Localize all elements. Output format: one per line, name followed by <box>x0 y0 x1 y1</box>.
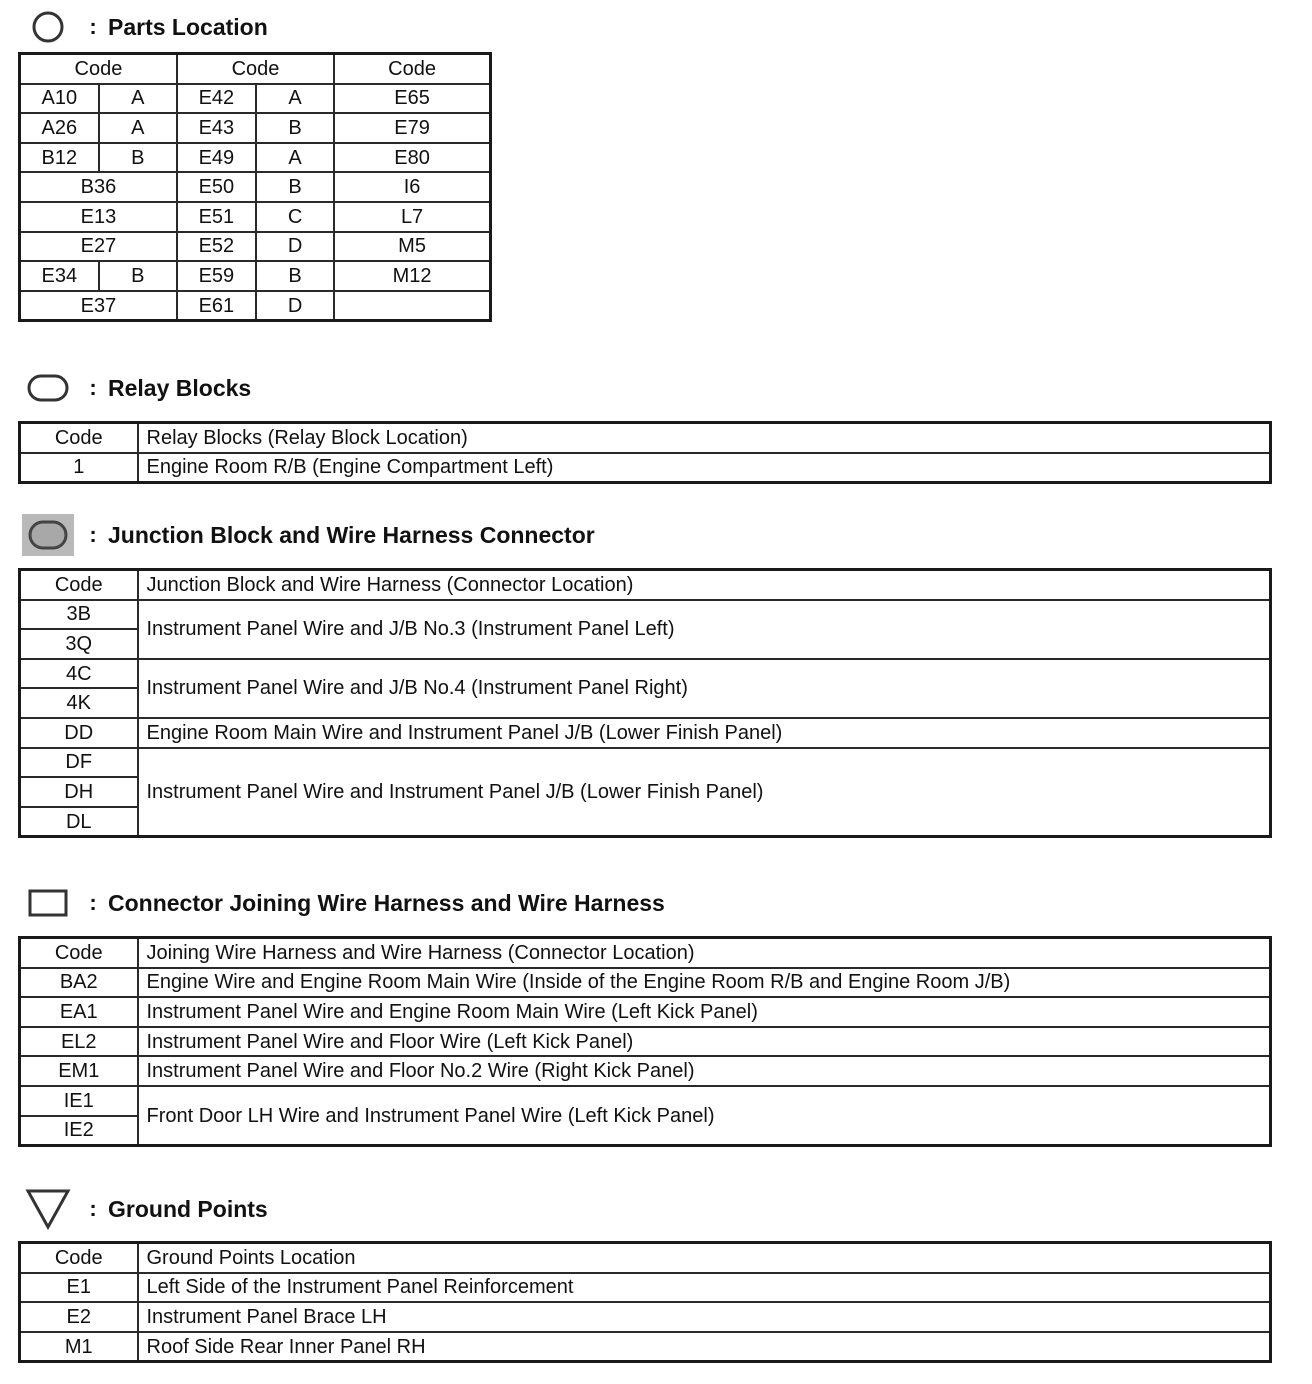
code-cell: IE2 <box>20 1116 138 1146</box>
table-row <box>20 718 1271 748</box>
code-cell: E79 <box>334 113 490 143</box>
table-row <box>20 1273 1271 1303</box>
table-row <box>20 232 491 262</box>
code-cell: EA1 <box>20 997 138 1027</box>
section-title-relay-blocks <box>18 371 251 405</box>
table-row <box>20 113 491 143</box>
code-cell: DF <box>20 748 138 778</box>
table-row <box>20 291 491 321</box>
header-description: Ground Points Location <box>138 1243 1271 1273</box>
connectors-table <box>18 936 1272 1147</box>
code-cell: BA2 <box>20 968 138 998</box>
header-code: Code <box>20 423 138 453</box>
code-cell: B12 <box>20 143 99 173</box>
section-title-text: Ground Points <box>108 1195 268 1222</box>
table-row <box>20 453 1271 483</box>
table-header-row <box>20 423 1271 453</box>
code-cell: A26 <box>20 113 99 143</box>
table-row <box>20 1027 1271 1057</box>
table-row <box>20 659 1271 689</box>
section-title-text: Connector Joining Wire Harness and Wire Harness <box>108 889 665 916</box>
sub-code-cell: D <box>256 232 334 262</box>
code-cell: E51 <box>177 202 256 232</box>
sub-code-cell: A <box>99 113 177 143</box>
code-cell: DH <box>20 777 138 807</box>
code-cell: E61 <box>177 291 256 321</box>
sub-code-cell: B <box>256 113 334 143</box>
code-cell: E49 <box>177 143 256 173</box>
description-cell: Roof Side Rear Inner Panel RH <box>138 1332 1271 1362</box>
code-cell: E59 <box>177 261 256 291</box>
code-cell: A10 <box>20 84 99 114</box>
description-cell: Instrument Panel Wire and Floor No.2 Wire (Right Kick Panel) <box>138 1056 1271 1086</box>
colon: : <box>89 375 97 400</box>
circle-icon <box>18 10 78 44</box>
description-cell: Instrument Panel Wire and J/B No.3 (Instrument Panel Left) <box>138 600 1271 659</box>
code-cell: 4C <box>20 659 138 689</box>
table-row <box>20 968 1271 998</box>
table-row <box>20 143 491 173</box>
description-cell: Instrument Panel Wire and Floor Wire (Left Kick Panel) <box>138 1027 1271 1057</box>
table-row <box>20 748 1271 778</box>
table-row <box>20 172 491 202</box>
description-cell: Engine Wire and Engine Room Main Wire (Inside of the Engine Room R/B and Engine Room J/B) <box>138 968 1271 998</box>
ground-points-table <box>18 1241 1272 1363</box>
parts-location-table <box>18 52 492 322</box>
code-cell: M1 <box>20 1332 138 1362</box>
header-code: Code <box>20 54 177 84</box>
code-cell: 3B <box>20 600 138 630</box>
header-code: Code <box>177 54 334 84</box>
sub-code-cell: A <box>256 143 334 173</box>
sub-code-cell: B <box>99 261 177 291</box>
table-header-row <box>20 938 1271 968</box>
code-cell: IE1 <box>20 1086 138 1116</box>
header-description: Junction Block and Wire Harness (Connector Location) <box>138 570 1271 600</box>
section-title-junction-block <box>18 518 595 552</box>
header-code: Code <box>20 570 138 600</box>
sub-code-cell: C <box>256 202 334 232</box>
sub-code-cell: B <box>256 172 334 202</box>
code-cell: 4K <box>20 688 138 718</box>
code-cell: E37 <box>20 291 177 321</box>
table-header-row <box>20 1243 1271 1273</box>
description-cell: Instrument Panel Brace LH <box>138 1302 1271 1332</box>
description-cell: Left Side of the Instrument Panel Reinforcement <box>138 1273 1271 1303</box>
table-header-row <box>20 570 1271 600</box>
code-cell: E13 <box>20 202 177 232</box>
shaded-rounded-rect-icon <box>18 518 78 552</box>
sub-code-cell: A <box>99 84 177 114</box>
code-cell: E42 <box>177 84 256 114</box>
code-cell <box>334 291 490 321</box>
code-cell: EL2 <box>20 1027 138 1057</box>
code-cell: B36 <box>20 172 177 202</box>
header-code: Code <box>20 938 138 968</box>
section-title-connectors <box>18 886 665 920</box>
code-cell: DD <box>20 718 138 748</box>
description-cell: Instrument Panel Wire and Engine Room Main Wire (Left Kick Panel) <box>138 997 1271 1027</box>
table-row <box>20 1302 1271 1332</box>
code-cell: M12 <box>334 261 490 291</box>
description-cell: Engine Room R/B (Engine Compartment Left) <box>138 453 1271 483</box>
triangle-down-icon <box>18 1186 78 1232</box>
header-description: Relay Blocks (Relay Block Location) <box>138 423 1271 453</box>
table-row <box>20 1086 1271 1116</box>
header-code: Code <box>20 1243 138 1273</box>
description-cell: Instrument Panel Wire and Instrument Panel J/B (Lower Finish Panel) <box>138 748 1271 837</box>
section-title-text: Parts Location <box>108 13 268 40</box>
section-title-text: Relay Blocks <box>108 374 252 401</box>
section-title-ground-points <box>18 1186 268 1232</box>
code-cell: 1 <box>20 453 138 483</box>
code-cell: E1 <box>20 1273 138 1303</box>
code-cell: E2 <box>20 1302 138 1332</box>
code-cell: E43 <box>177 113 256 143</box>
code-cell: EM1 <box>20 1056 138 1086</box>
code-cell: E50 <box>177 172 256 202</box>
junction-block-table <box>18 568 1272 838</box>
code-cell: DL <box>20 807 138 837</box>
code-cell: I6 <box>334 172 490 202</box>
table-row <box>20 261 491 291</box>
header-description: Joining Wire Harness and Wire Harness (Connector Location) <box>138 938 1271 968</box>
table-header-row <box>20 54 491 84</box>
description-cell: Instrument Panel Wire and J/B No.4 (Instrument Panel Right) <box>138 659 1271 718</box>
section-title-text: Junction Block and Wire Harness Connector <box>108 521 595 548</box>
code-cell: E80 <box>334 143 490 173</box>
section-title-parts-location <box>18 10 268 44</box>
code-cell: E65 <box>334 84 490 114</box>
table-row <box>20 84 491 114</box>
table-row <box>20 202 491 232</box>
relay-blocks-table <box>18 421 1272 484</box>
sub-code-cell: D <box>256 291 334 321</box>
table-row <box>20 1056 1271 1086</box>
table-row <box>20 1332 1271 1362</box>
sub-code-cell: A <box>256 84 334 114</box>
square-icon <box>18 886 78 920</box>
colon: : <box>89 522 97 547</box>
header-code: Code <box>334 54 490 84</box>
description-cell: Front Door LH Wire and Instrument Panel Wire (Left Kick Panel) <box>138 1086 1271 1146</box>
code-cell: M5 <box>334 232 490 262</box>
rounded-rect-icon <box>18 371 78 405</box>
description-cell: Engine Room Main Wire and Instrument Panel J/B (Lower Finish Panel) <box>138 718 1271 748</box>
code-cell: E34 <box>20 261 99 291</box>
sub-code-cell: B <box>99 143 177 173</box>
colon: : <box>89 890 97 915</box>
code-cell: L7 <box>334 202 490 232</box>
code-cell: E52 <box>177 232 256 262</box>
code-cell: E27 <box>20 232 177 262</box>
code-cell: 3Q <box>20 629 138 659</box>
colon: : <box>89 14 97 39</box>
table-row <box>20 600 1271 630</box>
sub-code-cell: B <box>256 261 334 291</box>
table-row <box>20 997 1271 1027</box>
colon: : <box>89 1196 97 1221</box>
